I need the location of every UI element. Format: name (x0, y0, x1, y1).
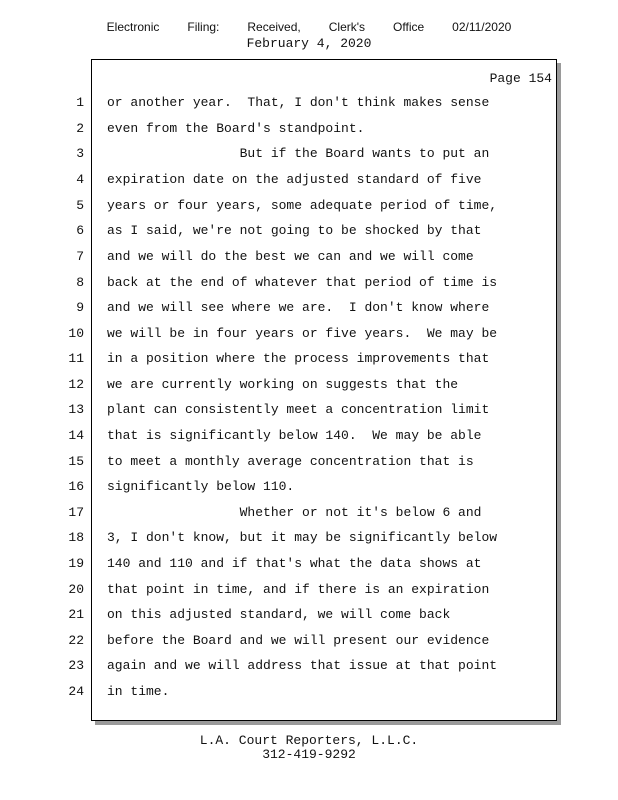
line-text: years or four years, some adequate period of time, (107, 198, 498, 213)
line-number: 15 (68, 454, 84, 469)
line-text: expiration date on the adjusted standard of five (107, 172, 482, 187)
line-number: 24 (68, 684, 84, 699)
line-number: 5 (76, 198, 84, 213)
line-text: again and we will address that issue at that point (107, 658, 498, 673)
line-number: 7 (76, 249, 84, 264)
line-text: plant can consistently meet a concentration limit (107, 402, 490, 417)
line-text: Whether or not it's below 6 and (107, 505, 482, 520)
line-text: significantly below 110. (107, 479, 295, 494)
page-number: Page 154 (489, 71, 552, 86)
line-text: 3, I don't know, but it may be significantly below (107, 530, 498, 545)
line-text: and we will see where we are. I don't know where (107, 300, 490, 315)
line-number: 16 (68, 479, 84, 494)
line-text: before the Board and we will present our evidence (107, 633, 490, 648)
line-text: But if the Board wants to put an (107, 146, 490, 161)
line-text: to meet a monthly average concentration that is (107, 454, 474, 469)
line-number: 20 (68, 582, 84, 597)
line-number: 2 (76, 121, 84, 136)
line-number: 12 (68, 377, 84, 392)
line-text: back at the end of whatever that period of time is (107, 275, 498, 290)
line-number: 22 (68, 633, 84, 648)
line-number: 1 (76, 95, 84, 110)
line-number: 8 (76, 275, 84, 290)
line-number: 19 (68, 556, 84, 571)
line-text: we will be in four years or five years. We may be (107, 326, 498, 341)
line-number: 10 (68, 326, 84, 341)
electronic-filing-stamp: Electronic Filing: Received, Clerk's Office 02/11/2020 (106, 20, 512, 34)
line-number: 18 (68, 530, 84, 545)
line-number: 11 (68, 351, 84, 366)
court-reporter-phone: 312-419-9292 (262, 747, 356, 762)
line-text: on this adjusted standard, we will come back (107, 607, 451, 622)
line-text: as I said, we're not going to be shocked by that (107, 223, 482, 238)
transcript-date: February 4, 2020 (246, 36, 372, 51)
line-text: that point in time, and if there is an expiration (107, 582, 490, 597)
line-text: 140 and 110 and if that's what the data shows at (107, 556, 482, 571)
line-text: and we will do the best we can and we will come (107, 249, 474, 264)
line-number: 6 (76, 223, 84, 238)
line-text: in time. (107, 684, 170, 699)
line-number: 4 (76, 172, 84, 187)
court-reporter-name: L.A. Court Reporters, L.L.C. (199, 733, 419, 748)
line-number: 17 (68, 505, 84, 520)
line-number: 3 (76, 146, 84, 161)
line-text: that is significantly below 140. We may be able (107, 428, 482, 443)
line-text: or another year. That, I don't think makes sense (107, 95, 490, 110)
line-number: 9 (76, 300, 84, 315)
line-text: we are currently working on suggests that the (107, 377, 459, 392)
line-number: 23 (68, 658, 84, 673)
line-number: 14 (68, 428, 84, 443)
line-text: in a position where the process improvements that (107, 351, 490, 366)
line-number: 21 (68, 607, 84, 622)
line-number: 13 (68, 402, 84, 417)
line-text: even from the Board's standpoint. (107, 121, 365, 136)
